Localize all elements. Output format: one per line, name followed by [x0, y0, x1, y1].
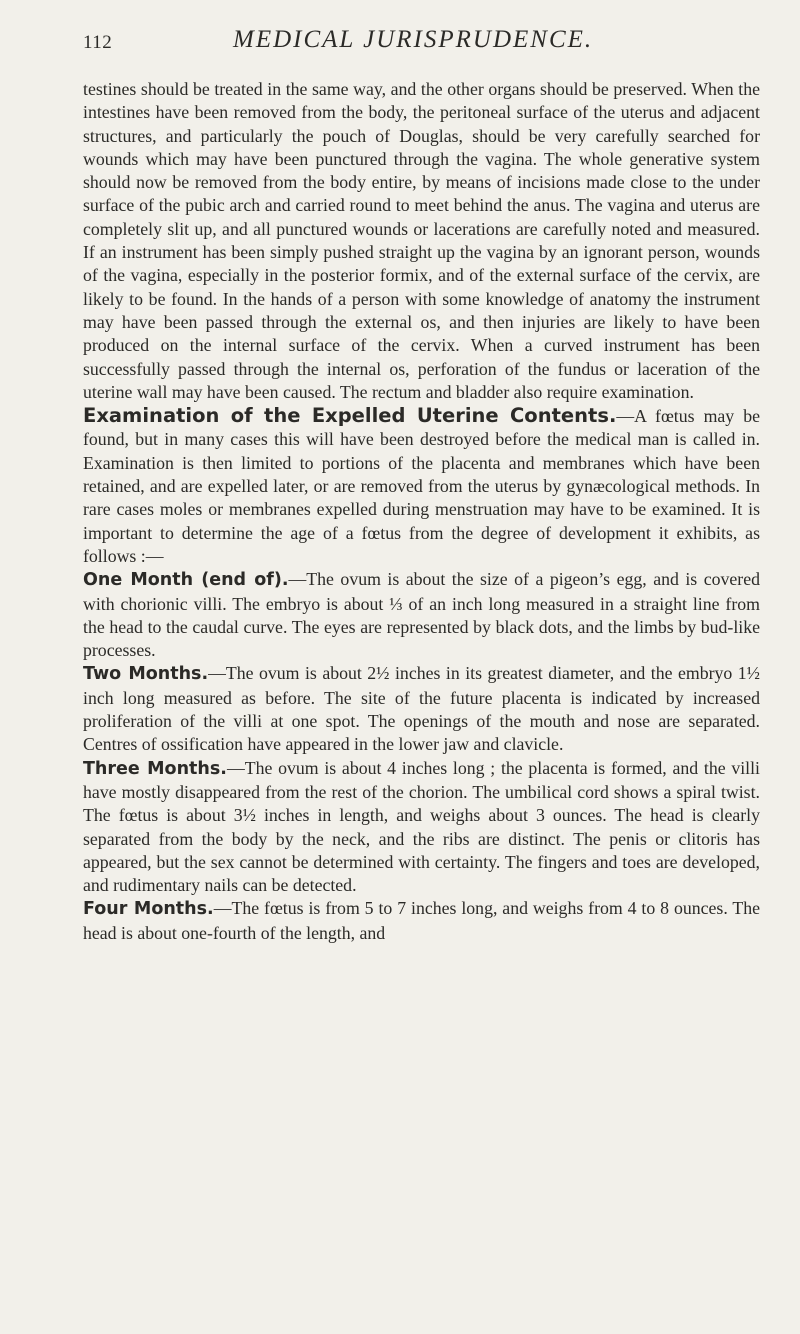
sub-heading-four-months: Four Months.: [83, 899, 214, 920]
paragraph-four-months: [83, 897, 760, 945]
paragraph-generative-system: testines should be treated in the same way, and the other organs should be preserved. When the intestines have been removed from the body, the peritoneal surface of the uterus and adjacent structures, and particularly the pouch of Douglas, should be very carefully searched for wounds which may have been punctured through the vagina. The whole generative system should now be removed from the body entire, by means of incisions made close to the under surface of the pubic arch and carried round to meet behind the anus. The vagina and uterus are completely slit up, and all punctured wounds or lacerations are carefully noted and measured. If an instrument has been simply pushed straight up the vagina by an ignorant person, wounds of the vagina, especially in the posterior formix, and of the external surface of the cervix, are likely to be found. In the hands of a person with some knowledge of anatomy the instrument may have been passed through the external os, and then injuries are likely to have been produced on the internal surface of the cervix. When a curved instrument has been successfully passed through the internal os, perforation of the fundus or laceration of the uterine wall may have been caused. The rectum and bladder also require examination.: [83, 79, 760, 402]
page-header: [83, 14, 760, 52]
paragraph-examination-expelled-contents: [83, 404, 760, 568]
paragraph-text: —The ovum is about 2½ inches in its greatest diameter, and the embryo 1½ inch long measured as before. The site of the future placenta is indicated by increased proliferation of the villi at one spot. The openings of the mouth and nose are separated. Centres of ossification have appeared in the lower jaw and clavicle.: [83, 663, 760, 755]
sub-heading-one-month: One Month (end of).: [83, 570, 289, 591]
running-head: MEDICAL JURISPRUDENCE.: [233, 26, 594, 53]
paragraph-text: —The ovum is about 4 inches long ; the placenta is formed, and the villi have mostly disappeared from the rest of the chorion. The umbilical cord shows a spiral twist. The fœtus is about 3½ inches in length, and weighs about 3 ounces. The head is clearly separated from the body by the neck, and the ribs are distinct. The penis or clitoris has appeared, but the sex cannot be determined with certainty. The fingers and toes are developed, and rudimentary nails can be detected.: [83, 757, 760, 896]
paragraph-three-months: [83, 757, 760, 898]
paragraph-text: —The fœtus is from 5 to 7 inches long, and weighs from 4 to 8 ounces. The head is about one-fourth of the length, and: [83, 898, 761, 943]
paragraph-two-months: [83, 662, 760, 756]
body-text: [83, 78, 760, 945]
page-number: 112: [83, 32, 113, 53]
paragraph-one-month: [83, 568, 760, 662]
section-heading: Examination of the Expelled Uterine Contents.: [83, 404, 617, 428]
sub-heading-two-months: Two Months.: [83, 664, 209, 685]
paragraph-text: —A fœtus may be found, but in many cases this will have been destroyed before the medical man is called in. Examination is then limited to portions of the placenta and membranes which have been retained, and are expelled later, or are removed from the uterus by gynæcological methods. In rare cases moles or membranes expelled during menstruation may have to be examined. It is important to determine the age of a fœtus from the degree of development it exhibits, as follows :—: [83, 406, 761, 566]
paragraph-text: —The ovum is about the size of a pigeon’s egg, and is covered with chorionic villi. The embryo is about ⅓ of an inch long measured in a straight line from the head to the caudal curve. The eyes are represented by black dots, and the limbs by bud-like processes.: [83, 569, 760, 661]
sub-heading-three-months: Three Months.: [83, 758, 227, 779]
